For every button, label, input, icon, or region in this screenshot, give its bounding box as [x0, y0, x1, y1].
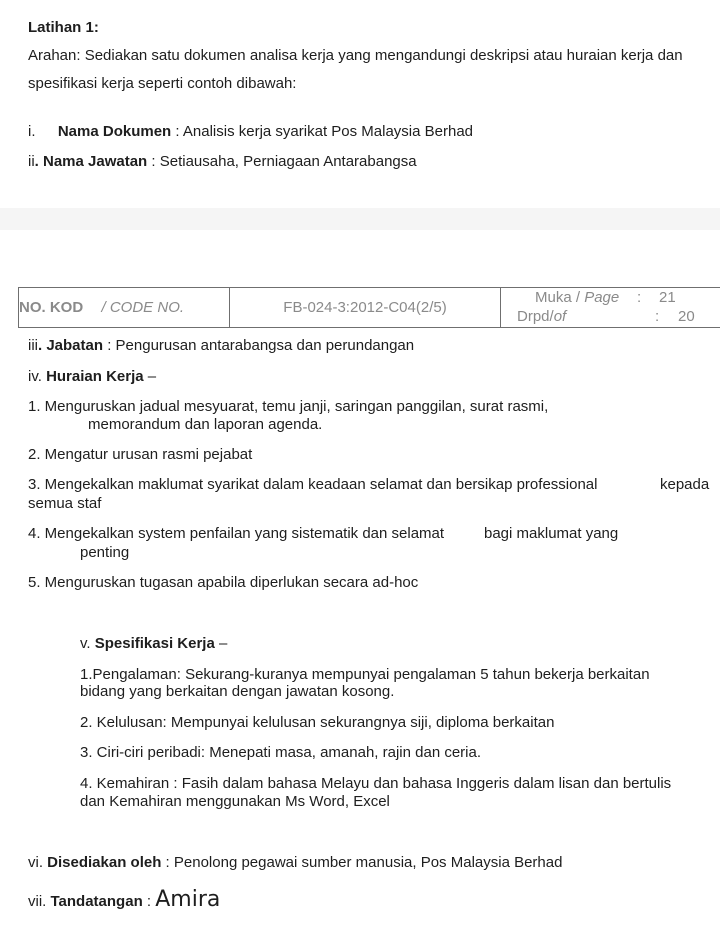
item-vi-label: Disediakan oleh — [47, 854, 162, 871]
item-iii-label: . Jabatan — [38, 337, 104, 354]
item-v-dash: – — [214, 635, 228, 652]
item-iii — [28, 337, 414, 355]
item-vii-label: Tandatangan — [50, 893, 143, 910]
spec-1-line-2: bidang yang berkaitan dengan jawatan kosong. — [80, 683, 395, 700]
item-v-number: v. — [80, 635, 95, 652]
total-row — [516, 308, 720, 327]
page-number: 21 — [659, 288, 676, 306]
spec-1-line-1: 1.Pengalaman: Sekurang-kuranya mempunyai pengalaman 5 tahun bekerja berkaitan — [80, 666, 650, 683]
item-ii-value: : Setiausaha, Perniagaan Antarabangsa — [147, 153, 417, 170]
duty-3-line-1-end: kepada — [660, 476, 710, 493]
code-value: FB-024-3:2012-C04(2/5) — [283, 299, 447, 316]
item-v-label: Spesifikasi Kerja — [94, 635, 215, 652]
code-label-cell — [19, 288, 230, 328]
item-vii-number: vii. — [28, 893, 51, 910]
page-row — [516, 289, 720, 308]
duty-1-line-1: 1. Menguruskan jadual mesyuarat, temu janji, saringan panggilan, surat rasmi, — [28, 398, 549, 415]
item-vi-value: : Penolong pegawai sumber manusia, Pos Malaysia Berhad — [161, 854, 563, 871]
code-value-cell — [230, 288, 501, 328]
item-i-value: : Analisis kerja syarikat Pos Malaysia Berhad — [171, 123, 474, 140]
duty-4-line-1: 4. Mengekalkan system penfailan yang sistematik dan selamat — [28, 525, 445, 542]
item-v — [80, 635, 227, 653]
item-i — [28, 123, 473, 141]
item-i-number: i. — [28, 123, 36, 140]
page-info-cell — [501, 288, 720, 328]
item-iv-label: Huraian Kerja — [46, 368, 144, 385]
item-vi-number: vi. — [28, 854, 48, 871]
code-label: NO. KOD — [19, 299, 84, 316]
item-iv-dash: – — [143, 368, 157, 385]
item-iv-number: iv. — [28, 368, 47, 385]
duty-1-line-2: memorandum dan laporan agenda. — [88, 416, 323, 433]
item-vii — [28, 886, 220, 916]
item-iii-number: iii — [28, 337, 38, 354]
item-vii-colon: : — [142, 893, 156, 910]
duty-5: 5. Menguruskan tugasan apabila diperlukan secara ad-hoc — [28, 574, 419, 591]
item-ii-number: ii — [28, 153, 35, 170]
instruction-line-2: spesifikasi kerja seperti contoh dibawah: — [28, 75, 297, 92]
code-label-italic: / CODE NO. — [101, 299, 185, 316]
spec-4-line-2: dan Kemahiran menggunakan Ms Word, Excel — [80, 793, 390, 810]
item-iv — [28, 368, 156, 386]
page-separator — [0, 208, 720, 230]
duty-4-line-1-end: bagi maklumat yang — [484, 525, 619, 542]
item-vi — [28, 854, 562, 872]
total-colon: : — [655, 307, 660, 325]
duty-3-line-2: semua staf — [28, 495, 102, 512]
duty-2: 2. Mengatur urusan rasmi pejabat — [28, 446, 253, 463]
document-code-table — [18, 287, 720, 328]
total-number: 20 — [678, 307, 695, 325]
item-iii-value: : Pengurusan antarabangsa dan perundangan — [103, 337, 415, 354]
duty-4-line-2: penting — [80, 544, 130, 561]
duty-3-line-1: 3. Mengekalkan maklumat syarikat dalam keadaan selamat dan bersikap professional — [28, 476, 598, 493]
spec-3: 3. Ciri-ciri peribadi: Menepati masa, amanah, rajin dan ceria. — [80, 744, 482, 761]
page-label: Muka / Page — [535, 288, 620, 306]
instruction-line-1: Arahan: Sediakan satu dokumen analisa kerja yang mengandungi deskripsi atau huraian kerja dan — [28, 47, 683, 64]
signature: Amira — [155, 887, 221, 912]
item-i-label: Nama Dokumen — [57, 123, 172, 140]
item-ii-label: . Nama Jawatan — [34, 153, 148, 170]
page-title: Latihan 1: — [28, 19, 99, 36]
page-colon: : — [637, 288, 642, 306]
item-ii — [28, 153, 417, 171]
spec-2: 2. Kelulusan: Mempunyai kelulusan sekurangnya siji, diploma berkaitan — [80, 714, 555, 731]
total-label: Drpd/of — [517, 307, 567, 325]
spec-4-line-1: 4. Kemahiran : Fasih dalam bahasa Melayu dan bahasa Inggeris dalam lisan dan bertulis — [80, 775, 672, 792]
